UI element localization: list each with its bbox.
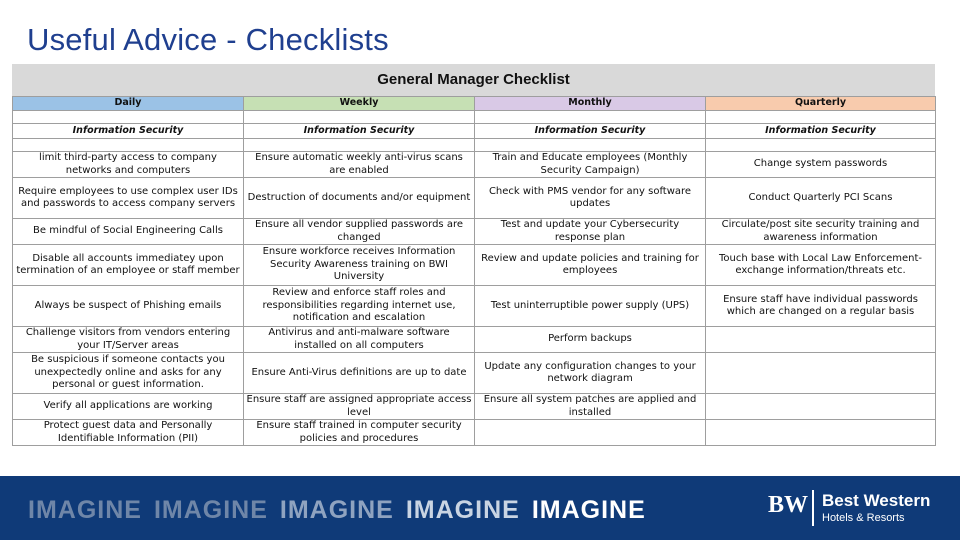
- table-row: [13, 152, 936, 178]
- table-row: [13, 420, 936, 446]
- subheader-monthly: Information Security: [475, 124, 706, 139]
- table-cell: Always be suspect of Phishing emails: [13, 286, 244, 327]
- imagine-word: IMAGINE: [531, 496, 646, 524]
- logo-divider: [812, 490, 814, 526]
- table-cell: Change system passwords: [706, 152, 936, 178]
- table-row: [13, 245, 936, 286]
- imagine-word: IMAGINE: [28, 496, 142, 524]
- spacer-row: [13, 139, 936, 152]
- table-cell: Perform backups: [475, 327, 706, 353]
- imagine-word: IMAGINE: [405, 496, 520, 524]
- table-cell: Antivirus and anti-malware software installed on all computers: [244, 327, 475, 353]
- table-cell: Ensure staff trained in computer security policies and procedures: [244, 420, 475, 446]
- table-cell: [706, 394, 936, 420]
- table-cell: Ensure staff are assigned appropriate access level: [244, 394, 475, 420]
- table-cell: Update any configuration changes to your network diagram: [475, 353, 706, 394]
- table-cell: [706, 327, 936, 353]
- imagine-tagline: [28, 496, 658, 525]
- table-cell: Touch base with Local Law Enforcement- exchange information/threats etc.: [706, 245, 936, 286]
- table-cell: Destruction of documents and/or equipment: [244, 178, 475, 219]
- logo-subtitle: Hotels & Resorts: [822, 512, 905, 524]
- slide-title: Useful Advice - Checklists: [27, 22, 389, 57]
- table-cell: Verify all applications are working: [13, 394, 244, 420]
- table-cell: Conduct Quarterly PCI Scans: [706, 178, 936, 219]
- logo-mark: BW: [768, 492, 809, 518]
- table-cell: [706, 353, 936, 394]
- table-cell: Disable all accounts immediatey upon termination of an employee or staff member: [13, 245, 244, 286]
- table-cell: Check with PMS vendor for any software updates: [475, 178, 706, 219]
- table-cell: Ensure Anti-Virus definitions are up to date: [244, 353, 475, 394]
- table-cell: Ensure staff have individual passwords which are changed on a regular basis: [706, 286, 936, 327]
- table-cell: limit third-party access to company networks and computers: [13, 152, 244, 178]
- table-cell: Test uninterruptible power supply (UPS): [475, 286, 706, 327]
- table-cell: Be mindful of Social Engineering Calls: [13, 219, 244, 245]
- table-row: [13, 286, 936, 327]
- table-row: [13, 394, 936, 420]
- best-western-logo: [768, 488, 948, 532]
- table-cell: Be suspicious if someone contacts you unexpectedly online and asks for any personal or guest information.: [13, 353, 244, 394]
- table-cell: Ensure automatic weekly anti-virus scans are enabled: [244, 152, 475, 178]
- table-cell: Train and Educate employees (Monthly Security Campaign): [475, 152, 706, 178]
- table-cell: Protect guest data and Personally Identifiable Information (PII): [13, 420, 244, 446]
- checklist-sheet: [12, 64, 935, 452]
- table-row: [13, 178, 936, 219]
- column-header-weekly: Weekly: [244, 97, 475, 111]
- imagine-word: IMAGINE: [153, 496, 268, 524]
- subheader-weekly: Information Security: [244, 124, 475, 139]
- spacer-row: [13, 111, 936, 124]
- imagine-word: IMAGINE: [279, 496, 394, 524]
- sheet-title: General Manager Checklist: [12, 64, 935, 97]
- table-cell: Review and update policies and training for employees: [475, 245, 706, 286]
- table-cell: Review and enforce staff roles and responsibilities regarding internet use, notification and escalation: [244, 286, 475, 327]
- table-cell: [706, 420, 936, 446]
- table-row: [13, 327, 936, 353]
- column-header-row: [13, 97, 936, 111]
- table-row: [13, 353, 936, 394]
- table-cell: Test and update your Cybersecurity response plan: [475, 219, 706, 245]
- footer-banner: [0, 476, 960, 540]
- subheader-row: [13, 124, 936, 139]
- table-cell: Require employees to use complex user IDs and passwords to access company servers: [13, 178, 244, 219]
- table-cell: Circulate/post site security training and awareness information: [706, 219, 936, 245]
- checklist-table: [12, 96, 936, 446]
- table-cell: Challenge visitors from vendors entering your IT/Server areas: [13, 327, 244, 353]
- table-cell: Ensure workforce receives Information Security Awareness training on BWI University: [244, 245, 475, 286]
- table-cell: Ensure all system patches are applied and installed: [475, 394, 706, 420]
- table-row: [13, 219, 936, 245]
- subheader-daily: Information Security: [13, 124, 244, 139]
- subheader-quarterly: Information Security: [706, 124, 936, 139]
- column-header-quarterly: Quarterly: [706, 97, 936, 111]
- column-header-daily: Daily: [13, 97, 244, 111]
- table-cell: Ensure all vendor supplied passwords are changed: [244, 219, 475, 245]
- column-header-monthly: Monthly: [475, 97, 706, 111]
- table-cell: [475, 420, 706, 446]
- logo-name: Best Western: [822, 491, 931, 510]
